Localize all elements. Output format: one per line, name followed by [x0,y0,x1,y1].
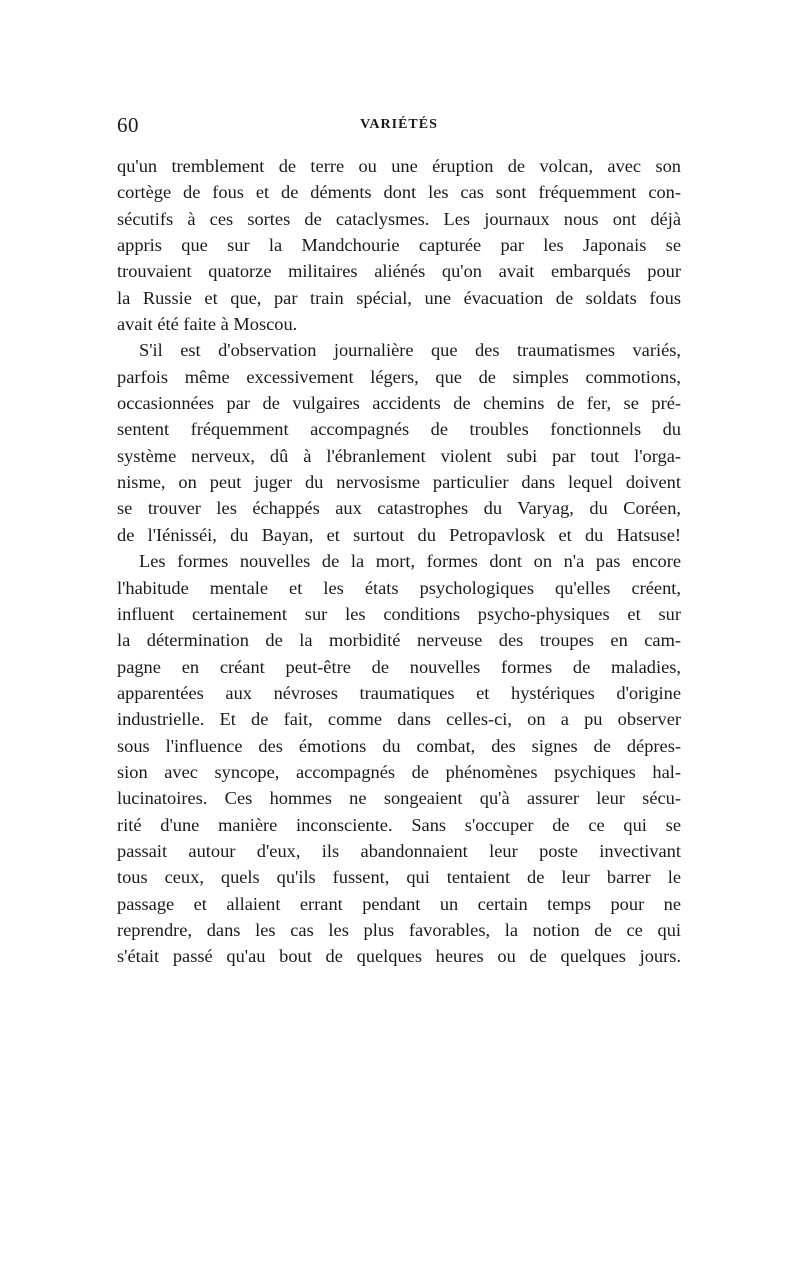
text-line: avait été faite à Moscou. [117,314,298,335]
text-line: la détermination de la morbidité nerveuse des troupes en cam- [117,630,681,651]
text-line: système nerveux, dû à l'ébranlement violent subi par tout l'orga- [117,445,681,466]
page-header [117,113,681,143]
text-line: trouvaient quatorze militaires aliénés qu'on avait embarqués pour [117,261,681,282]
text-line: influent certainement sur les conditions psycho-physiques et sur [117,603,681,624]
running-head: VARIÉTÉS [360,117,438,132]
text-line: apparentées aux névroses traumatiques et hystériques d'origine [117,682,681,703]
text-line: l'habitude mentale et les états psychologiques qu'elles créent, [117,577,681,598]
text-line: tous ceux, quels qu'ils fussent, qui tentaient de leur barrer le [117,867,681,888]
text-line: passait autour d'eux, ils abandonnaient leur poste invectivant [117,840,681,861]
page-number: 60 [117,113,139,137]
text-line: pagne en créant peut-être de nouvelles formes de maladies, [117,656,681,677]
text-line: sentent fréquemment accompagnés de troubles fonctionnels du [117,419,681,440]
text-line: occasionnées par de vulgaires accidents de chemins de fer, se pré- [117,393,681,414]
text-line: sécutifs à ces sortes de cataclysmes. Les journaux nous ont déjà [117,208,681,229]
text-line: appris que sur la Mandchourie capturée par les Japonais se [117,235,681,256]
text-line: parfois même excessivement légers, que de simples commotions, [117,366,681,387]
text-line: rité d'une manière inconsciente. Sans s'occuper de ce qui se [117,814,681,835]
text-line: sion avec syncope, accompagnés de phénomènes psychiques hal- [117,761,681,782]
text-line: cortège de fous et de déments dont les cas sont fréquemment con- [117,182,681,203]
text-line: la Russie et que, par train spécial, une évacuation de soldats fous [117,287,681,308]
body-text [117,153,681,970]
text-line: s'était passé qu'au bout de quelques heures ou de quelques jours. [117,946,681,967]
text-line: S'il est d'observation journalière que des traumatismes variés, [139,340,681,361]
text-line: sous l'influence des émotions du combat, des signes de dépres- [117,735,681,756]
text-line: Les formes nouvelles de la mort, formes dont on n'a pas encore [139,551,681,572]
text-line: passage et allaient errant pendant un certain temps pour ne [117,893,681,914]
text-line: se trouver les échappés aux catastrophes du Varyag, du Coréen, [117,498,681,519]
text-line: industrielle. Et de fait, comme dans celles-ci, on a pu observer [117,709,681,730]
text-line: nisme, on peut juger du nervosisme particulier dans lequel doivent [117,472,681,493]
text-line: lucinatoires. Ces hommes ne songeaient qu'à assurer leur sécu- [117,788,681,809]
text-line: reprendre, dans les cas les plus favorables, la notion de ce qui [117,919,681,940]
text-line: de l'Iénisséi, du Bayan, et surtout du Petropavlosk et du Hatsuse! [117,524,681,545]
text-line: qu'un tremblement de terre ou une éruption de volcan, avec son [117,156,681,176]
